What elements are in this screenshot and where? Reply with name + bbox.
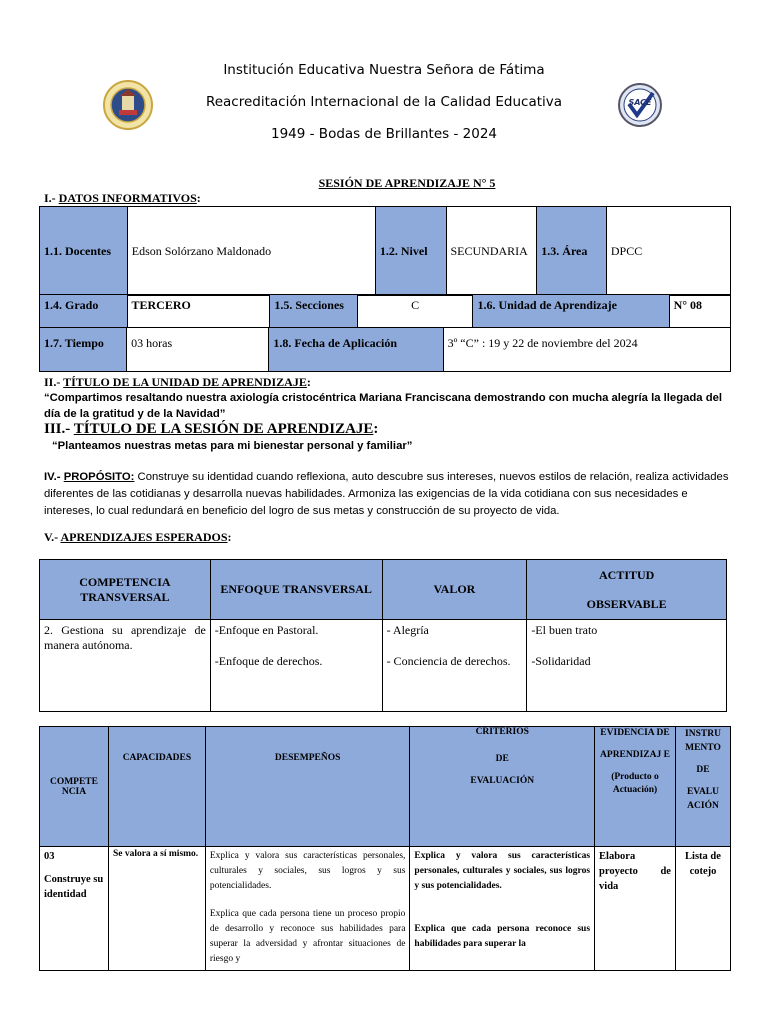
- info-table: [39, 206, 731, 296]
- col-actitud-observable: ACTITUD OBSERVABLE: [527, 560, 727, 620]
- secciones-label: 1.5. Secciones: [270, 295, 358, 328]
- unidad-label: 1.6. Unidad de Aprendizaje: [473, 295, 669, 328]
- competencia-transversal-cell: 2. Gestiona su aprendizaje de manera autónoma.: [40, 620, 211, 712]
- fecha-value: 3º “C” : 19 y 22 de noviembre del 2024: [443, 328, 730, 372]
- session-title: SESIÓN DE APRENDIZAJE N° 5: [318, 176, 496, 190]
- learning-table: [39, 726, 731, 971]
- nivel-label: 1.2. Nivel: [375, 207, 446, 296]
- desempenos-cell: Explica y valora sus características personales, culturales y sociales, sus logros y sus potencialidades. Explica que cada persona tiene un proceso propio de desarrollo y reconoce sus habilidades para superar la adversidad y afrontar situaciones de riesgo y: [205, 847, 410, 971]
- tiempo-label: 1.7. Tiempo: [40, 328, 127, 372]
- accreditation-line: Reacreditación Internacional de la Calidad Educativa: [205, 94, 563, 110]
- school-crest-logo: [103, 80, 153, 130]
- docentes-label: 1.1. Docentes: [40, 207, 128, 296]
- anniversary-line: 1949 - Bodas de Brillantes - 2024: [271, 126, 497, 142]
- institution-name: Institución Educativa Nuestra Señora de Fátima: [223, 62, 545, 78]
- section-5-heading: V.- APRENDIZAJES ESPERADOS:: [44, 530, 232, 544]
- svg-text:SACE: SACE: [628, 98, 652, 107]
- col-criterios: CRITERIOS DE EVALUACIÓN: [410, 727, 595, 847]
- col-desempenos: DESEMPEÑOS: [205, 727, 410, 847]
- area-label: 1.3. Área: [537, 207, 607, 296]
- purpose-paragraph: IV.- PROPÓSITO: Construye su identidad cuando reflexiona, auto descubre sus intereses, nuevos estilos de relación, realiza actividades diferentes de las cotidianas y desarrolla nuevas habilidades. Armoniza las exigencias de la vida cotidiana con sus necesidades e intereses, lo cual redundará en beneficio del logro de sus metas y construcción de su proyecto de vida.: [44, 471, 729, 517]
- instrumento-cell: Lista de cotejo: [675, 847, 730, 971]
- actitud-cell: -El buen trato -Solidaridad: [527, 620, 727, 712]
- section-3-heading: III.- TÍTULO DE LA SESIÓN DE APRENDIZAJE:: [44, 421, 379, 437]
- competencia-cell: 03 Construye su identidad: [40, 847, 109, 971]
- grado-label: 1.4. Grado: [40, 295, 128, 328]
- session-title-text: “Planteamos nuestras metas para mi bienestar personal y familiar”: [52, 440, 413, 452]
- grado-value: TERCERO: [127, 295, 270, 328]
- section-1-heading: I.- DATOS INFORMATIVOS:: [44, 191, 201, 205]
- info-table-row2: [39, 294, 731, 328]
- sace-accreditation-logo: [617, 82, 663, 128]
- fecha-label: 1.8. Fecha de Aplicación: [269, 328, 443, 372]
- col-valor: VALOR: [382, 560, 527, 620]
- unidad-value: N° 08: [669, 295, 730, 328]
- nivel-value: SECUNDARIA: [446, 207, 537, 296]
- criterios-cell: Explica y valora sus características personales, culturales y sociales, sus logros y sus potencialidades. Explica que cada persona reconoce sus habilidades para superar la: [410, 847, 595, 971]
- info-table-row3: [39, 327, 731, 372]
- col-competencia: COMPETE NCIA: [40, 727, 109, 847]
- col-evidencia: EVIDENCIA DE APRENDIZAJ E (Producto o Actuación): [595, 727, 676, 847]
- section-2-heading: II.- TÍTULO DE LA UNIDAD DE APRENDIZAJE:: [44, 375, 311, 389]
- col-competencia-transversal: COMPETENCIA TRANSVERSAL: [40, 560, 211, 620]
- capacidad-cell: Se valora a sí mismo.: [108, 847, 205, 971]
- docentes-value: Edson Solórzano Maldonado: [127, 207, 375, 296]
- col-capacidades: CAPACIDADES: [108, 727, 205, 847]
- evidencia-cell: Elabora proyecto de vida: [595, 847, 676, 971]
- secciones-value: C: [357, 295, 473, 328]
- col-instrumento: INSTRU MENTO DE EVALU ACIÓN: [675, 727, 730, 847]
- area-value: DPCC: [606, 207, 730, 296]
- tiempo-value: 03 horas: [127, 328, 269, 372]
- enfoque-cell: -Enfoque en Pastoral. -Enfoque de derechos.: [210, 620, 382, 712]
- valor-cell: - Alegría - Conciencia de derechos.: [382, 620, 527, 712]
- unit-title-text: “Compartimos resaltando nuestra axiología cristocéntrica Mariana Franciscana demostrando con mucha alegría la llegada del día de la gratitud y de la Navidad”: [44, 392, 723, 420]
- transversal-table: [39, 559, 727, 712]
- col-enfoque-transversal: ENFOQUE TRANSVERSAL: [210, 560, 382, 620]
